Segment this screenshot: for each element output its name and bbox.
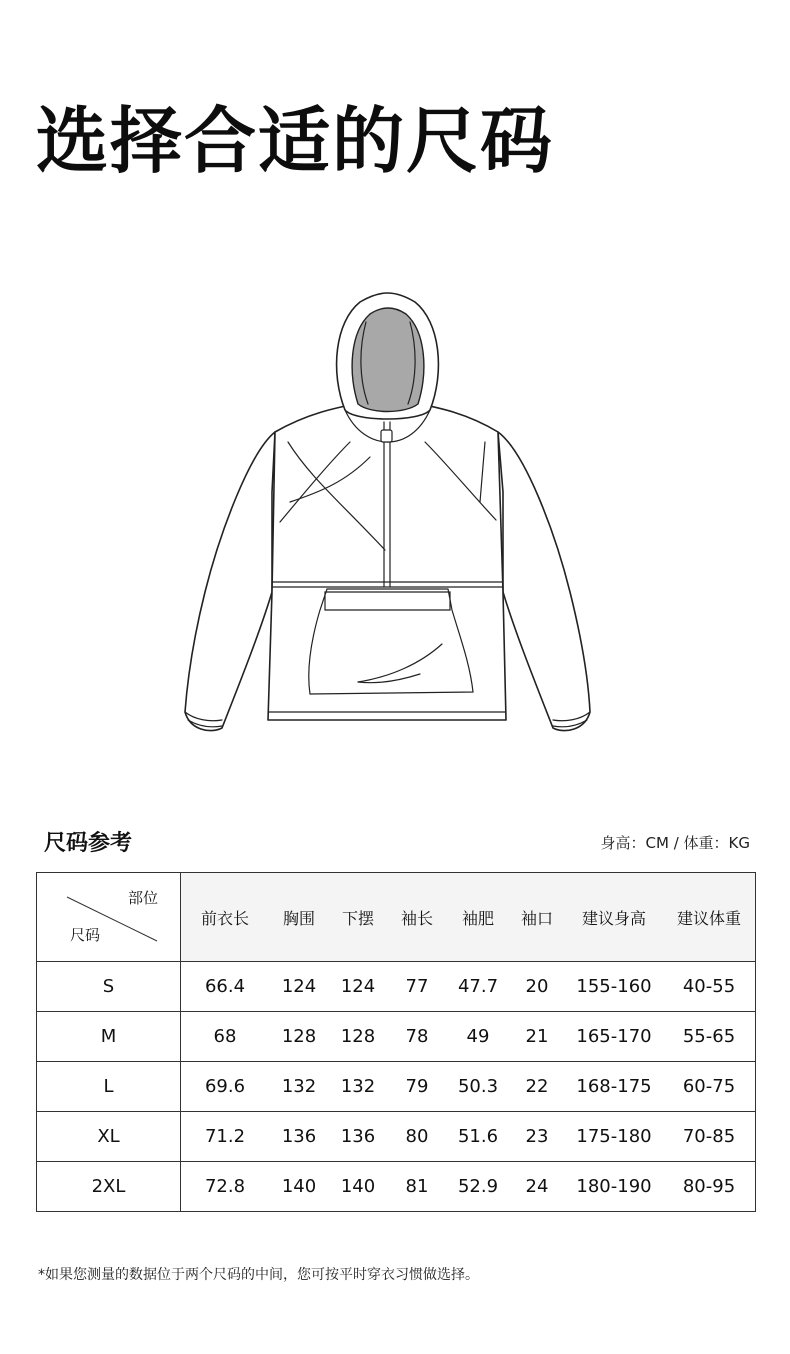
table-row [37,1112,756,1162]
table-cell: 40-55 [663,962,756,1012]
size-label: S [37,962,181,1012]
table-cell: 132 [329,1062,387,1112]
table-cell: 72.8 [181,1162,270,1212]
unit-note: 身高：CM / 体重：KG [600,834,750,852]
table-cell: 132 [269,1062,329,1112]
right-sleeve [498,432,590,731]
column-header: 前衣长 [181,873,270,962]
table-cell: 81 [387,1162,447,1212]
table-row [37,962,756,1012]
table-cell: 52.9 [447,1162,509,1212]
table-cell: 70-85 [663,1112,756,1162]
column-header: 下摆 [329,873,387,962]
column-header: 胸围 [269,873,329,962]
corner-header-cell [37,873,181,962]
footnote: *如果您测量的数据位于两个尺码的中间，您可按平时穿衣习惯做选择。 [38,1267,479,1283]
table-cell: 140 [269,1162,329,1212]
table-header-row [37,873,756,962]
corner-label-part: 部位 [127,889,158,907]
column-header: 袖肥 [447,873,509,962]
table-cell: 136 [329,1112,387,1162]
column-header: 袖口 [509,873,565,962]
table-cell: 21 [509,1012,565,1062]
table-cell: 68 [181,1012,270,1062]
table-cell: 175-180 [565,1112,663,1162]
table-cell: 50.3 [447,1062,509,1112]
table-cell: 180-190 [565,1162,663,1212]
jacket-illustration [180,292,595,742]
table-cell: 69.6 [181,1062,270,1112]
kangaroo-pocket [309,589,473,694]
table-row [37,1012,756,1062]
table-cell: 80 [387,1112,447,1162]
table-cell: 80-95 [663,1162,756,1212]
table-cell: 165-170 [565,1012,663,1062]
table-cell: 136 [269,1112,329,1162]
table-cell: 140 [329,1162,387,1212]
table-cell: 124 [329,962,387,1012]
table-cell: 128 [329,1012,387,1062]
table-cell: 124 [269,962,329,1012]
table-cell: 24 [509,1162,565,1212]
hood-lining [352,308,424,412]
table-cell: 49 [447,1012,509,1062]
table-cell: 79 [387,1062,447,1112]
table-cell: 55-65 [663,1012,756,1062]
table-cell: 51.6 [447,1112,509,1162]
size-reference-title: 尺码参考 [44,831,133,856]
table-cell: 22 [509,1062,565,1112]
column-header: 建议体重 [663,873,756,962]
table-cell: 78 [387,1012,447,1062]
size-label: L [37,1062,181,1112]
size-chart-table [36,872,756,1212]
size-label: M [37,1012,181,1062]
table-row [37,1162,756,1212]
table-cell: 71.2 [181,1112,270,1162]
size-label: 2XL [37,1162,181,1212]
table-row [37,1062,756,1112]
table-cell: 66.4 [181,962,270,1012]
table-cell: 60-75 [663,1062,756,1112]
column-header: 建议身高 [565,873,663,962]
table-cell: 23 [509,1112,565,1162]
column-header: 袖长 [387,873,447,962]
table-cell: 77 [387,962,447,1012]
table-cell: 168-175 [565,1062,663,1112]
corner-label-size: 尺码 [70,926,101,944]
table-cell: 20 [509,962,565,1012]
table-cell: 155-160 [565,962,663,1012]
table-cell: 47.7 [447,962,509,1012]
left-sleeve [185,432,275,731]
table-cell: 128 [269,1012,329,1062]
corner-diagonal-line [37,873,180,961]
page-title: 选择合适的尺码 [36,99,555,183]
size-label: XL [37,1112,181,1162]
